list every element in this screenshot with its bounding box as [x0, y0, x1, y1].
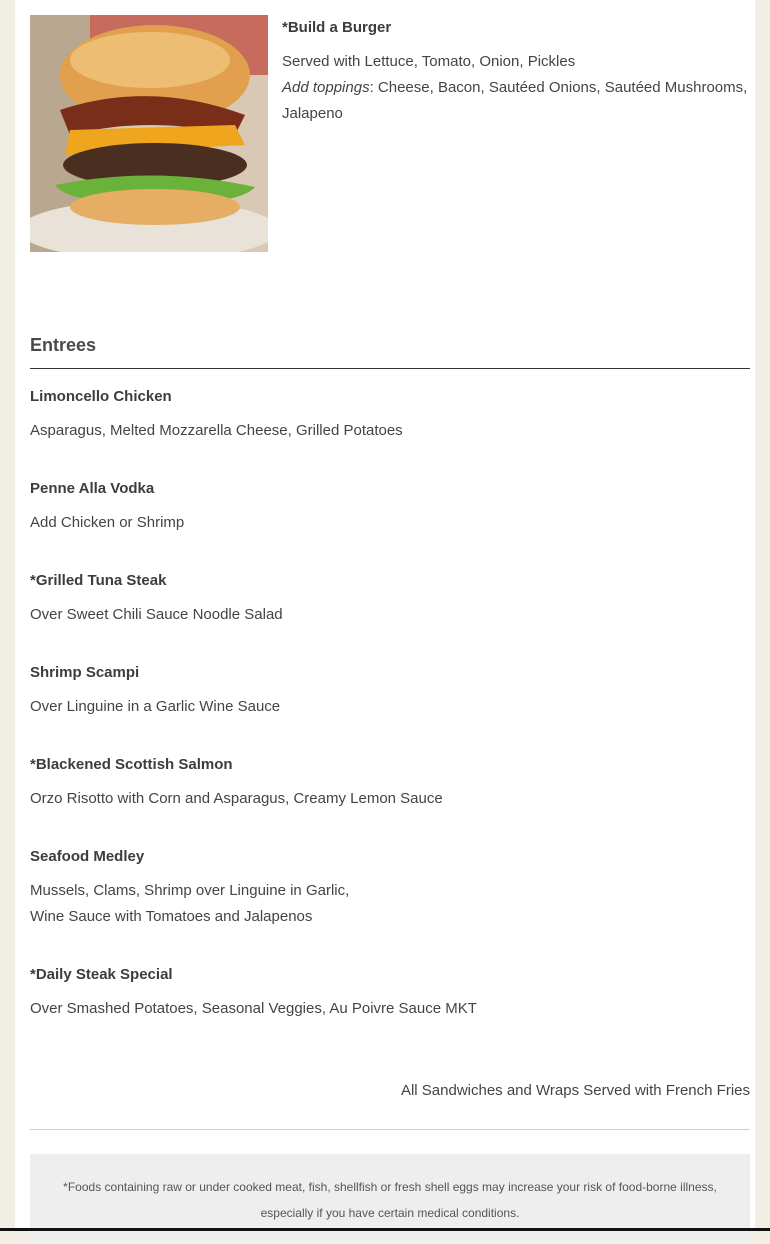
menu-item-title: *Grilled Tuna Steak — [30, 572, 167, 589]
menu-page — [15, 0, 755, 1231]
menu-item-desc: Over Sweet Chili Sauce Noodle Salad — [30, 606, 283, 623]
menu-item-title: Limoncello Chicken — [30, 388, 172, 405]
menu-item-desc: Orzo Risotto with Corn and Asparagus, Creamy Lemon Sauce — [30, 790, 443, 807]
menu-item-desc: Over Smashed Potatoes, Seasonal Veggies, Au Poivre Sauce MKT — [30, 1000, 477, 1017]
desc-line-2: Wine Sauce with Tomatoes and Jalapenos — [30, 908, 313, 925]
burger-photo — [30, 15, 268, 252]
menu-item-desc: Asparagus, Melted Mozzarella Cheese, Grilled Potatoes — [30, 422, 403, 439]
menu-item — [30, 752, 750, 812]
footer-divider — [30, 1129, 750, 1130]
menu-item — [30, 660, 750, 720]
menu-item-desc: Add Chicken or Shrimp — [30, 514, 185, 531]
burger-text — [282, 15, 750, 127]
burger-title: *Build a Burger — [282, 19, 392, 36]
section-divider — [30, 368, 750, 369]
burger-toppings — [282, 75, 750, 127]
sides-note: All Sandwiches and Wraps Served with French Fries — [400, 1082, 750, 1099]
menu-item-title: Penne Alla Vodka — [30, 480, 155, 497]
menu-item-desc: Over Linguine in a Garlic Wine Sauce — [30, 698, 281, 715]
toppings-list: : Cheese, Bacon, Sautéed Onions, Sautéed Mushrooms, Jalapeno — [282, 79, 748, 122]
menu-item — [30, 384, 750, 444]
menu-item-desc — [30, 878, 750, 930]
menu-item — [30, 844, 750, 930]
menu-item-title: Seafood Medley — [30, 848, 145, 865]
burger-item — [30, 15, 750, 255]
section-title: Entrees — [30, 335, 97, 355]
menu-item-title: Shrimp Scampi — [30, 664, 140, 681]
desc-line-1: Mussels, Clams, Shrimp over Linguine in Garlic, — [30, 882, 350, 899]
menu-item — [30, 476, 750, 536]
burger-served: Served with Lettuce, Tomato, Onion, Pickles — [282, 53, 576, 70]
menu-item-title: *Blackened Scottish Salmon — [30, 756, 233, 773]
burger-image — [30, 15, 268, 252]
entrees-header — [30, 328, 750, 369]
menu-item-title: *Daily Steak Special — [30, 966, 173, 983]
toppings-label: Add toppings — [282, 79, 370, 96]
menu-item — [30, 568, 750, 628]
disclaimer-text: *Foods containing raw or under cooked meat, fish, shellfish or fresh shell eggs may increase your risk of food-borne illness, especially if you have certain medical conditions. — [63, 1180, 717, 1220]
menu-item — [30, 962, 750, 1022]
